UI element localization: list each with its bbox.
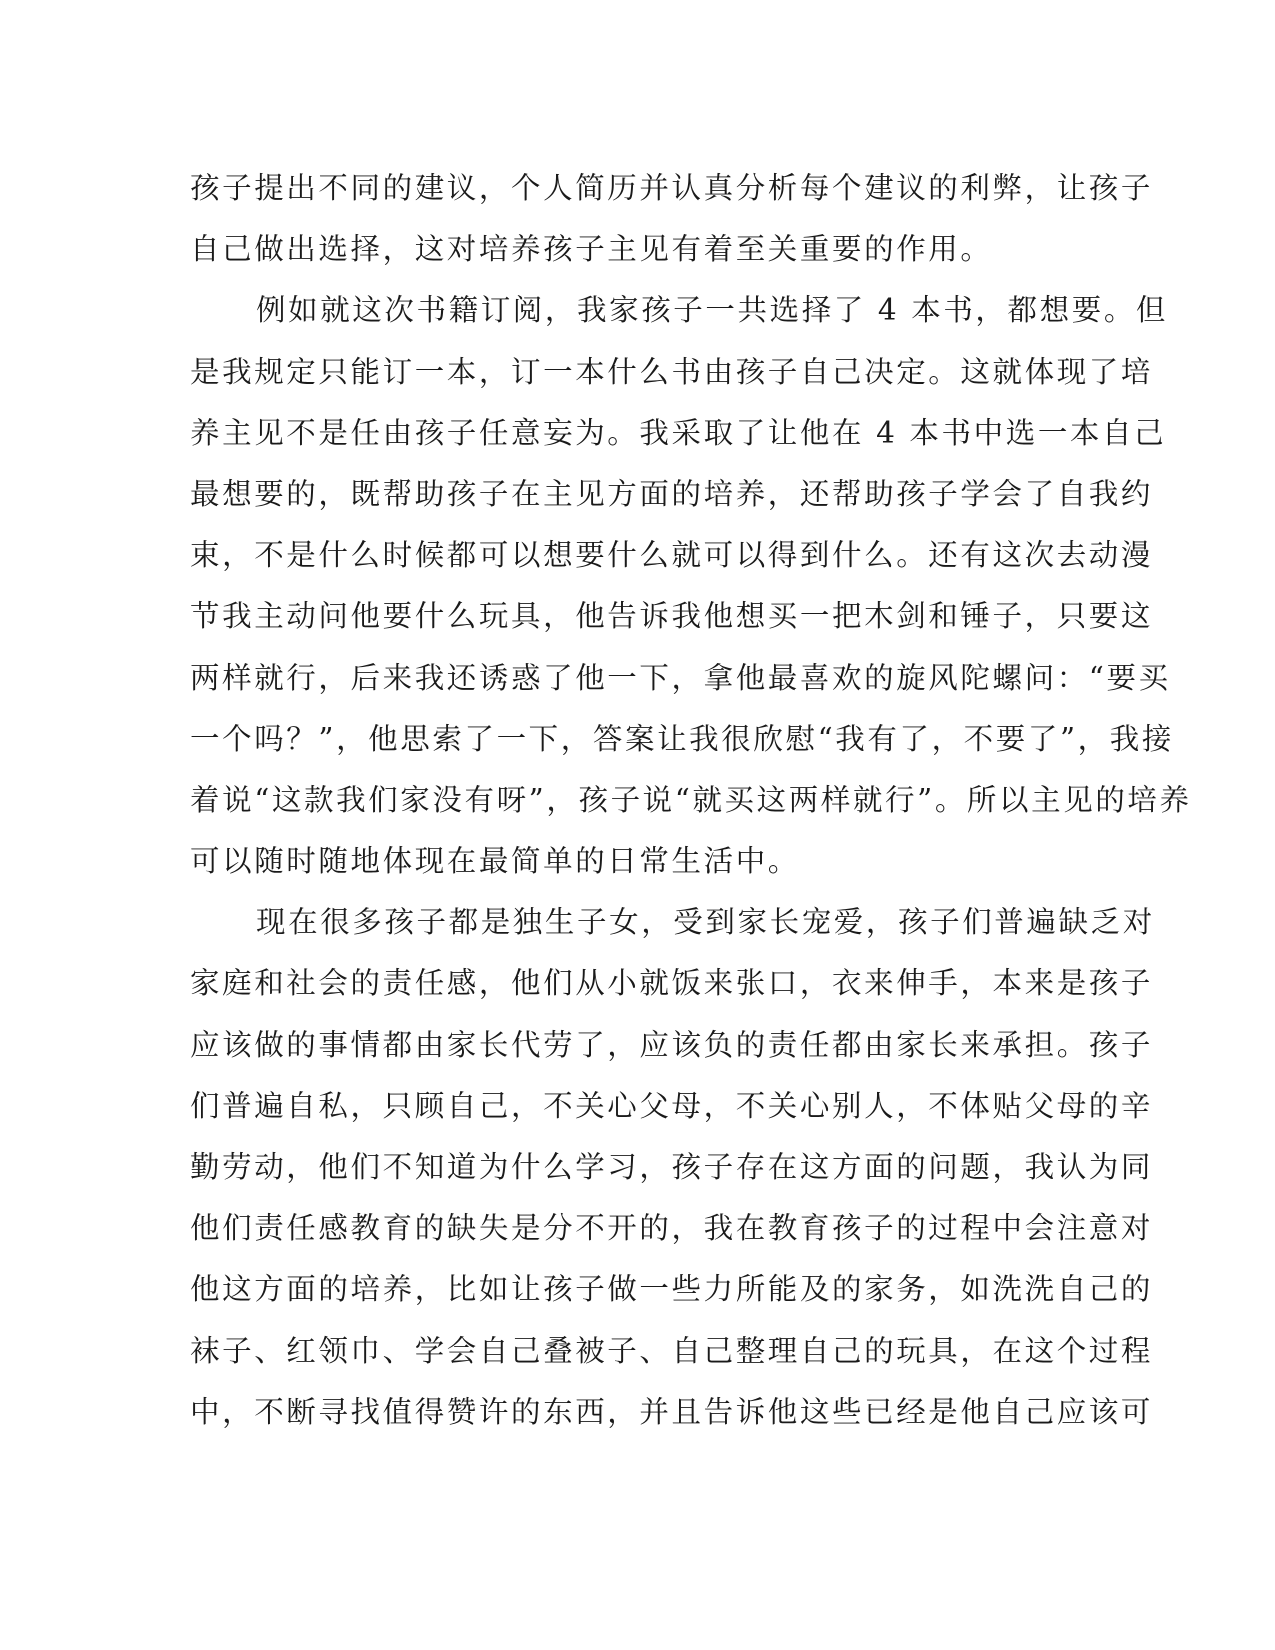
paragraph-2-line-6: 节我主动问他要什么玩具，他告诉我他想买一把木剑和锤子，只要这 [190,599,1154,634]
paragraph-2-line-2: 是我规定只能订一本，订一本什么书由孩子自己决定。这就体现了培 [190,354,1154,389]
paragraph-3-line-8: 袜子、红领巾、学会自己叠被子、自己整理自己的玩具，在这个过程 [190,1333,1154,1368]
paragraph-1-line-2: 自己做出选择，这对培养孩子主见有着至关重要的作用。 [190,232,993,267]
paragraph-2-line-4: 最想要的，既帮助孩子在主见方面的培养，还帮助孩子学会了自我约 [190,476,1154,511]
paragraph-2-line-7: 两样就行，后来我还诱惑了他一下，拿他最喜欢的旋风陀螺问：“要买 [190,660,1171,695]
paragraph-1-line-1: 孩子提出不同的建议，个人简历并认真分析每个建议的利弊，让孩子 [190,171,1154,205]
paragraph-3-line-5: 勤劳动，他们不知道为什么学习，孩子存在这方面的问题，我认为同 [190,1150,1154,1184]
paragraph-3-line-6: 他们责任感教育的缺失是分不开的，我在教育孩子的过程中会注意对 [190,1211,1154,1246]
paragraph-3-line-7: 他这方面的培养，比如让孩子做一些力所能及的家务，如洗洗自己的 [190,1272,1154,1307]
paragraph-3-line-3: 应该做的事情都由家长代劳了，应该负的责任都由家长来承担。孩子 [190,1027,1154,1062]
body-text [190,158,1192,1443]
paragraph-2-line-5: 束，不是什么时候都可以想要什么就可以得到什么。还有这次去动漫 [190,538,1154,573]
paragraph-2-line-9: 着说“这款我们家没有呀”，孩子说“就买这两样就行”。所以主见的培养 [190,782,1192,817]
paragraph-3-line-4: 们普遍自私，只顾自己，不关心父母，不关心别人，不体贴父母的辛 [190,1088,1154,1123]
paragraph-3-line-2: 家庭和社会的责任感，他们从小就饭来张口，衣来伸手，本来是孩子 [190,966,1154,1001]
paragraph-2-line-10: 可以随时随地体现在最简单的日常生活中。 [190,844,800,879]
paragraph-2-line-8: 一个吗？”，他思索了一下，答案让我很欣慰“我有了，不要了”，我接 [190,721,1174,756]
paragraph-2-line-3: 养主见不是任由孩子任意妄为。我采取了让他在 4 本书中选一本自己 [190,415,1167,450]
paragraph-3-line-9: 中，不断寻找值得赞许的东西，并且告诉他这些已经是他自己应该可 [190,1394,1154,1429]
paragraph-3-line-1: 现在很多孩子都是独生子女，受到家长宠爱，孩子们普遍缺乏对 [256,905,1155,940]
paragraph-2-line-1: 例如就这次书籍订阅，我家孩子一共选择了 4 本书，都想要。但 [256,293,1169,328]
